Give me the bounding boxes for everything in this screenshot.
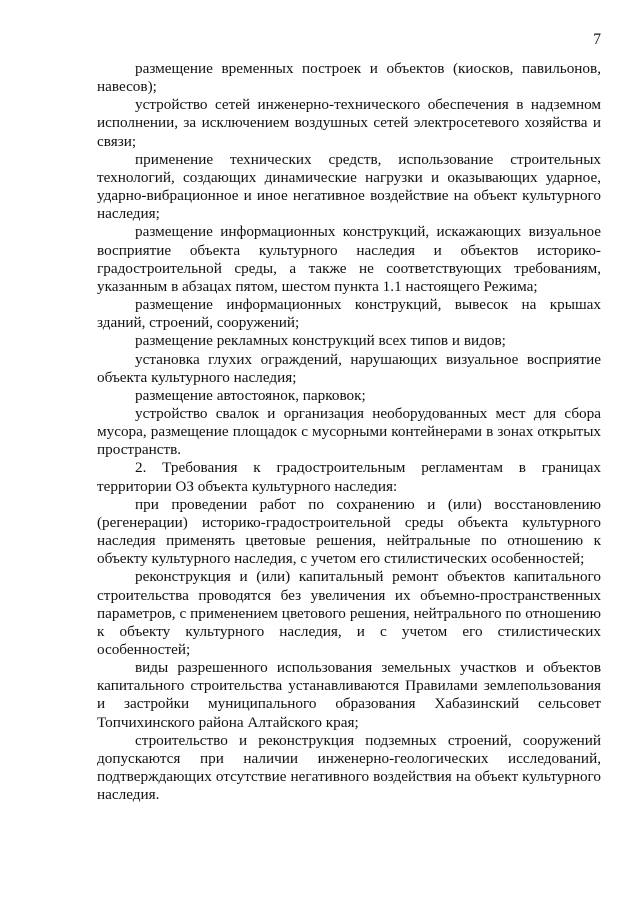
- paragraph: при проведении работ по сохранению и (или) восстановлению (регенерации) историко-градостроительной среды объекта культурного наследия применять цветовые решения, нейтральные по отношению к объекту культурного наследия, с учетом его стилистических особенностей;: [97, 495, 601, 568]
- page-number: 7: [593, 31, 601, 48]
- paragraph: виды разрешенного использования земельных участков и объектов капитального строительства устанавливаются Правилами землепользования и застройки муниципального образования Хабазинский сельсовет Топчихинского района Алтайского края;: [97, 659, 601, 731]
- paragraph: устройство свалок и организация необорудованных мест для сбора мусора, размещение площадок с мусорными контейнерами в зонах открытых пространств.: [97, 404, 601, 459]
- paragraph: размещение информационных конструкций, вывесок на крышах зданий, строений, сооружений;: [97, 296, 601, 332]
- paragraph: размещение информационных конструкций, искажающих визуальное восприятие объекта культурного наследия и объектов историко-градостроительной среды, а также не соответствующих требованиям, указанным в абзацах пятом, шестом пункта 1.1 настоящего Режима;: [97, 223, 601, 295]
- paragraph: размещение рекламных конструкций всех типов и видов;: [135, 332, 506, 350]
- paragraph: реконструкция и (или) капитальный ремонт объектов капитального строительства проводятся без увеличения их объемно-пространственных параметров, с применением цветового решения, нейтрального по отношению к объекту культурного наследия, и с учетом его стилистических особенностей;: [97, 568, 601, 658]
- paragraph: размещение автостоянок, парковок;: [135, 386, 366, 404]
- paragraph: применение технических средств, использование строительных технологий, создающих динамические нагрузки и оказывающих ударное, ударно-вибрационное и иное негативное воздействие на объект культурного наследия;: [97, 150, 601, 223]
- paragraph: установка глухих ограждений, нарушающих визуальное восприятие объекта культурного наследия;: [97, 350, 601, 386]
- paragraph: устройство сетей инженерно-технического обеспечения в надземном исполнении, за исключением воздушных сетей электросетевого хозяйства и связи;: [97, 96, 601, 150]
- paragraph: размещение временных построек и объектов (киосков, павильонов, навесов);: [97, 60, 601, 96]
- paragraph: строительство и реконструкция подземных строений, сооружений допускаются при наличии инженерно-геологических исследований, подтверждающих отсутствие негативного воздействия на объект культурного наследия.: [97, 731, 601, 804]
- document-body: [97, 60, 601, 804]
- section-heading-paragraph: 2. Требования к градостроительным регламентам в границах территории ОЗ объекта культурного наследия:: [97, 459, 601, 495]
